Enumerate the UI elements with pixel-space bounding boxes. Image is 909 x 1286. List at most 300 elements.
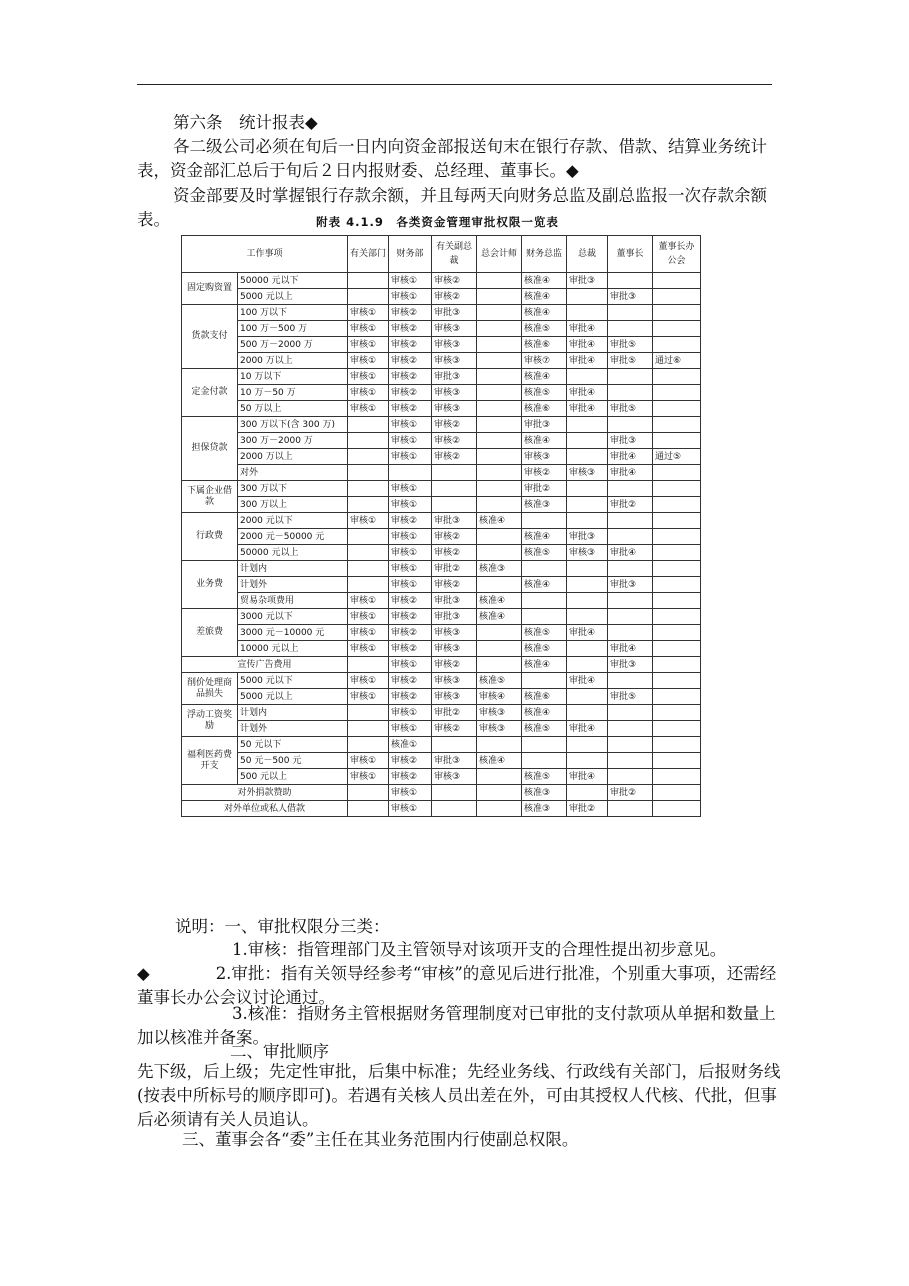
table-cell <box>567 561 608 577</box>
table-cell: 通过⑤ <box>653 449 701 465</box>
table-cell: 审核② <box>389 353 432 369</box>
table-cell <box>567 433 608 449</box>
table-cell: 核准⑤ <box>522 641 567 657</box>
table-cell <box>608 593 653 609</box>
table-cell: 审核② <box>389 609 432 625</box>
row-item: 2000 元以下 <box>238 513 348 529</box>
table-cell: 审批③ <box>432 609 477 625</box>
table-cell: 核准④ <box>522 657 567 673</box>
table-cell: 审核① <box>389 417 432 433</box>
column-header: 有关部门 <box>348 236 389 273</box>
table-cell <box>653 545 701 561</box>
table-cell: 审核③ <box>432 625 477 641</box>
table-cell: 审核① <box>389 273 432 289</box>
table-row <box>182 337 701 353</box>
note-item-1: 1.审核：指管理部门及主管领导对该项开支的合理性提出初步意见。 <box>232 940 727 959</box>
table-cell: 审核① <box>348 625 389 641</box>
column-header: 财务总监 <box>522 236 567 273</box>
table-cell: 审核③ <box>432 353 477 369</box>
table-cell <box>567 305 608 321</box>
table-cell: 核准⑤ <box>522 721 567 737</box>
table-cell: 审核① <box>389 721 432 737</box>
table-cell: 审核① <box>348 593 389 609</box>
approval-authority-table <box>181 235 701 817</box>
table-cell: 审核② <box>432 721 477 737</box>
table-row <box>182 497 701 513</box>
table-cell <box>567 737 608 753</box>
table-cell: 审批③ <box>432 513 477 529</box>
table-row <box>182 273 701 289</box>
table-cell <box>432 737 477 753</box>
article-paragraph-2: 资金部要及时掌握银行存款余额，并且每两天向财务总监及副总监报一次存款余额表。 <box>137 186 767 229</box>
table-cell <box>653 753 701 769</box>
table-cell <box>608 737 653 753</box>
table-row <box>182 769 701 785</box>
table-row <box>182 593 701 609</box>
table-cell: 审批④ <box>608 465 653 481</box>
table-cell <box>567 785 608 801</box>
table-cell: 核准④ <box>477 513 522 529</box>
note-item-three: 三、董事会各“委”主任在其业务范围内行使副总权限。 <box>182 1130 579 1149</box>
table-cell <box>653 705 701 721</box>
table-cell: 审批③ <box>567 273 608 289</box>
note-item-3: 3.核准：指财务主管根据财务管理制度对已审批的支付款项从单据和数量上加以核准并备案。 <box>137 1004 776 1047</box>
table-cell: 审批⑤ <box>608 689 653 705</box>
table-cell <box>348 657 389 673</box>
row-category: 担保贷款 <box>182 417 238 481</box>
table-cell: 审核④ <box>477 689 522 705</box>
table-cell <box>477 481 522 497</box>
table-cell: 审核① <box>348 321 389 337</box>
table-cell: 审核③ <box>432 673 477 689</box>
table-cell: 审核② <box>389 305 432 321</box>
table-cell <box>348 417 389 433</box>
table-cell <box>567 641 608 657</box>
table-cell: 审核② <box>432 449 477 465</box>
table-cell <box>608 673 653 689</box>
table-cell: 审核① <box>348 401 389 417</box>
table-cell: 审批③ <box>608 577 653 593</box>
table-cell <box>653 769 701 785</box>
row-item: 计划外 <box>238 577 348 593</box>
table-cell <box>477 321 522 337</box>
row-item: 对外 <box>238 465 348 481</box>
table-row <box>182 689 701 705</box>
table-cell: 审核① <box>389 497 432 513</box>
table-cell <box>477 801 522 817</box>
table-cell <box>348 801 389 817</box>
table-cell <box>432 497 477 513</box>
table-cell <box>567 417 608 433</box>
table-cell <box>653 673 701 689</box>
table-cell <box>608 369 653 385</box>
table-cell: 审核① <box>389 289 432 305</box>
table-cell: 审核③ <box>477 721 522 737</box>
table-cell <box>608 529 653 545</box>
table-cell <box>653 625 701 641</box>
table-cell: 审核③ <box>432 337 477 353</box>
column-header: 财务部 <box>389 236 432 273</box>
table-row <box>182 673 701 689</box>
top-rule <box>137 84 772 85</box>
table-cell <box>653 689 701 705</box>
table-cell <box>348 289 389 305</box>
table-cell: 审批④ <box>567 673 608 689</box>
table-row <box>182 353 701 369</box>
table-cell <box>567 689 608 705</box>
row-category: 福利医药费开支 <box>182 737 238 785</box>
table-cell <box>653 721 701 737</box>
table-cell: 核准④ <box>477 593 522 609</box>
table-cell <box>653 273 701 289</box>
table-cell: 审核③ <box>432 321 477 337</box>
table-cell: 审核② <box>432 417 477 433</box>
table-cell <box>608 305 653 321</box>
table-row <box>182 641 701 657</box>
table-cell: 审批③ <box>432 753 477 769</box>
table-cell: 审核② <box>389 369 432 385</box>
table-cell: 核准③ <box>522 785 567 801</box>
table-cell <box>477 785 522 801</box>
table-cell <box>522 609 567 625</box>
approval-order-title: 二、审批顺序 <box>230 1042 329 1061</box>
row-category: 宣传广告费用 <box>182 657 348 673</box>
table-cell: 审批⑤ <box>608 337 653 353</box>
table-cell: 审核③ <box>477 705 522 721</box>
table-cell <box>522 513 567 529</box>
row-item: 50000 元以下 <box>238 273 348 289</box>
table-cell <box>348 705 389 721</box>
table-cell: 审批④ <box>567 401 608 417</box>
row-item: 300 万－2000 万 <box>238 433 348 449</box>
note-item-2: ◆ 2.审批：指有关领导经参考“审核”的意见后进行批准，个别重大事项，还需经董事长办公会议讨论通过。 <box>137 964 777 1007</box>
row-item: 10 万－50 万 <box>238 385 348 401</box>
table-cell <box>522 561 567 577</box>
table-row <box>182 609 701 625</box>
table-cell <box>477 289 522 305</box>
table-cell <box>477 401 522 417</box>
table-cell: 审核① <box>348 609 389 625</box>
table-cell: 审核① <box>348 369 389 385</box>
table-cell: 核准① <box>389 737 432 753</box>
table-cell <box>653 481 701 497</box>
table-cell <box>477 769 522 785</box>
table-cell: 审核① <box>389 801 432 817</box>
table-cell: 审批③ <box>522 417 567 433</box>
table-cell: 审批④ <box>567 353 608 369</box>
table-cell <box>608 609 653 625</box>
table-cell <box>522 673 567 689</box>
table-cell: 核准④ <box>522 289 567 305</box>
row-category: 对外捐款赞助 <box>182 785 348 801</box>
table-cell: 审批② <box>522 481 567 497</box>
row-item: 100 万－500 万 <box>238 321 348 337</box>
table-cell: 核准⑤ <box>522 385 567 401</box>
table-cell <box>567 449 608 465</box>
table-cell <box>653 417 701 433</box>
table-cell <box>653 577 701 593</box>
approval-order-text: 先下级，后上级；先定性审批，后集中标准；先经业务线、行政线有关部门，后报财务线(按表中所标号的顺序即可)。若遇有关核人员出差在外，可由其授权人代核、代批，但事后必须请有关人员追认。 <box>137 1062 781 1129</box>
table-cell: 审核① <box>389 657 432 673</box>
table-header-row <box>182 236 701 273</box>
table-cell <box>477 449 522 465</box>
table-cell: 核准④ <box>477 753 522 769</box>
table-cell: 审核② <box>389 625 432 641</box>
table-cell <box>567 609 608 625</box>
table-cell: 核准④ <box>522 577 567 593</box>
table-row <box>182 721 701 737</box>
row-item: 5000 元以上 <box>238 689 348 705</box>
table-cell: 审批⑤ <box>608 353 653 369</box>
row-item: 300 万以下(含 300 万) <box>238 417 348 433</box>
table-cell <box>653 513 701 529</box>
table-cell: 审核② <box>522 465 567 481</box>
row-item: 5000 元以上 <box>238 289 348 305</box>
row-item: 2000 万以上 <box>238 353 348 369</box>
table-cell <box>477 369 522 385</box>
table-cell: 核准⑤ <box>477 673 522 689</box>
table-cell <box>348 433 389 449</box>
table-cell: 审批③ <box>608 433 653 449</box>
table-cell: 审批④ <box>608 545 653 561</box>
column-header: 有关副总裁 <box>432 236 477 273</box>
table-cell: 审核① <box>389 545 432 561</box>
table-cell: 审批⑤ <box>608 401 653 417</box>
table-cell: 审批④ <box>567 769 608 785</box>
table-cell <box>348 561 389 577</box>
table-cell: 审批④ <box>608 449 653 465</box>
table-cell <box>477 497 522 513</box>
table-cell: 审核① <box>389 481 432 497</box>
row-item: 计划内 <box>238 705 348 721</box>
table-cell <box>653 465 701 481</box>
row-item: 2000 元－50000 元 <box>238 529 348 545</box>
table-cell <box>522 753 567 769</box>
table-cell: 审核① <box>389 561 432 577</box>
table-cell: 审核② <box>389 673 432 689</box>
table-row <box>182 737 701 753</box>
table-cell: 审核② <box>389 593 432 609</box>
table-cell: 核准④ <box>522 305 567 321</box>
table-row <box>182 545 701 561</box>
table-cell: 审核① <box>389 577 432 593</box>
table-cell: 审核② <box>389 401 432 417</box>
table-cell: 审核② <box>432 289 477 305</box>
row-category: 削价处理商品损失 <box>182 673 238 705</box>
table-cell: 审核③ <box>567 545 608 561</box>
table-row <box>182 705 701 721</box>
table-cell: 审核② <box>432 529 477 545</box>
table-row <box>182 401 701 417</box>
table-cell: 审批④ <box>567 625 608 641</box>
table-row <box>182 785 701 801</box>
table-cell: 审核⑦ <box>522 353 567 369</box>
table-cell: 审核② <box>389 321 432 337</box>
table-cell: 审核③ <box>522 449 567 465</box>
table-cell <box>432 481 477 497</box>
row-item: 3000 元－10000 元 <box>238 625 348 641</box>
table-cell: 核准⑥ <box>522 337 567 353</box>
table-row <box>182 369 701 385</box>
table-cell: 审批③ <box>567 529 608 545</box>
row-category: 差旅费 <box>182 609 238 657</box>
table-cell: 审批④ <box>567 337 608 353</box>
table-cell: 审批② <box>567 801 608 817</box>
table-cell: 审核① <box>348 337 389 353</box>
table-cell <box>567 369 608 385</box>
table-cell <box>348 529 389 545</box>
table-row <box>182 801 701 817</box>
table-cell <box>477 577 522 593</box>
table-cell: 核准③ <box>477 561 522 577</box>
table-cell <box>653 737 701 753</box>
table-cell: 审核① <box>389 705 432 721</box>
table-cell: 审核① <box>389 785 432 801</box>
column-header: 总会计师 <box>477 236 522 273</box>
table-cell <box>477 273 522 289</box>
row-item: 3000 元以下 <box>238 609 348 625</box>
table-cell <box>653 497 701 513</box>
table-cell <box>653 785 701 801</box>
table-cell <box>477 657 522 673</box>
row-category: 行政费 <box>182 513 238 561</box>
table-cell <box>477 337 522 353</box>
table-row <box>182 625 701 641</box>
table-cell: 审批④ <box>567 385 608 401</box>
table-cell <box>567 657 608 673</box>
column-header: 总裁 <box>567 236 608 273</box>
table-cell: 审核③ <box>432 641 477 657</box>
article-title: 第六条 统计报表◆ <box>173 113 318 132</box>
table-row <box>182 321 701 337</box>
table-cell: 审核③ <box>432 689 477 705</box>
table-cell: 审批③ <box>432 593 477 609</box>
table-cell: 审核② <box>389 689 432 705</box>
table-cell <box>567 577 608 593</box>
row-category: 浮动工资奖励 <box>182 705 238 737</box>
table-cell <box>389 465 432 481</box>
row-item: 500 元以上 <box>238 769 348 785</box>
table-cell <box>477 545 522 561</box>
table-cell <box>608 385 653 401</box>
table-cell <box>567 289 608 305</box>
table-cell <box>608 769 653 785</box>
table-cell <box>653 609 701 625</box>
table-cell: 审核① <box>348 353 389 369</box>
table-cell <box>477 385 522 401</box>
table-cell <box>653 529 701 545</box>
column-header: 工作事项 <box>182 236 348 273</box>
table-cell <box>653 385 701 401</box>
table-cell <box>432 801 477 817</box>
table-cell <box>477 641 522 657</box>
table-cell: 审核① <box>348 689 389 705</box>
row-item: 100 万以下 <box>238 305 348 321</box>
table-cell <box>348 785 389 801</box>
table-cell <box>653 433 701 449</box>
table-cell: 审核③ <box>567 465 608 481</box>
row-item: 10000 元以上 <box>238 641 348 657</box>
table-cell: 核准⑤ <box>522 545 567 561</box>
table-row <box>182 577 701 593</box>
table-cell <box>608 721 653 737</box>
table-cell <box>653 657 701 673</box>
table-cell: 核准④ <box>522 529 567 545</box>
table-cell: 审批④ <box>608 641 653 657</box>
table-cell <box>348 497 389 513</box>
table-cell <box>477 529 522 545</box>
table-cell <box>348 481 389 497</box>
table-cell: 审核② <box>432 273 477 289</box>
table-cell <box>348 577 389 593</box>
row-item: 计划外 <box>238 721 348 737</box>
table-row <box>182 513 701 529</box>
table-cell: 审批④ <box>567 721 608 737</box>
table-cell: 审批④ <box>567 321 608 337</box>
table-cell <box>653 305 701 321</box>
table-cell <box>477 465 522 481</box>
table-row <box>182 385 701 401</box>
table-cell: 通过⑥ <box>653 353 701 369</box>
table-cell: 审批② <box>432 705 477 721</box>
table-cell <box>477 433 522 449</box>
table-cell: 审批② <box>432 561 477 577</box>
table-cell <box>348 449 389 465</box>
table-cell <box>567 593 608 609</box>
table-cell: 审核② <box>432 577 477 593</box>
table-cell: 审批③ <box>608 289 653 305</box>
table-cell: 审核② <box>389 753 432 769</box>
table-cell: 核准③ <box>522 801 567 817</box>
row-category: 货款支付 <box>182 305 238 369</box>
table-cell <box>567 497 608 513</box>
table-cell: 审核① <box>348 305 389 321</box>
row-item: 500 万－2000 万 <box>238 337 348 353</box>
table-row <box>182 433 701 449</box>
row-item: 计划内 <box>238 561 348 577</box>
table-cell: 审核② <box>432 433 477 449</box>
table-cell: 审核① <box>348 513 389 529</box>
table-cell <box>608 273 653 289</box>
row-category: 固定购资置 <box>182 273 238 305</box>
table-cell <box>653 593 701 609</box>
column-header: 董事长办公会 <box>653 236 701 273</box>
table-cell: 审核② <box>432 657 477 673</box>
row-item: 50 万以上 <box>238 401 348 417</box>
table-cell: 核准④ <box>522 273 567 289</box>
row-item: 5000 元以下 <box>238 673 348 689</box>
table-cell <box>477 417 522 433</box>
table-cell: 审核① <box>389 433 432 449</box>
table-row <box>182 417 701 433</box>
table-cell: 审核② <box>389 513 432 529</box>
table-cell: 审核③ <box>432 385 477 401</box>
table-row <box>182 481 701 497</box>
table-cell: 审批② <box>608 785 653 801</box>
table-cell <box>477 353 522 369</box>
table-cell: 审核② <box>389 337 432 353</box>
row-item: 50 元－500 元 <box>238 753 348 769</box>
table-cell: 核准⑤ <box>522 321 567 337</box>
table-cell: 审核② <box>389 641 432 657</box>
row-item: 50000 元以上 <box>238 545 348 561</box>
row-category: 对外单位或私人借款 <box>182 801 348 817</box>
table-cell <box>477 305 522 321</box>
table-cell: 核准⑤ <box>522 769 567 785</box>
table-cell <box>608 625 653 641</box>
table-row <box>182 561 701 577</box>
row-item: 300 万以下 <box>238 481 348 497</box>
